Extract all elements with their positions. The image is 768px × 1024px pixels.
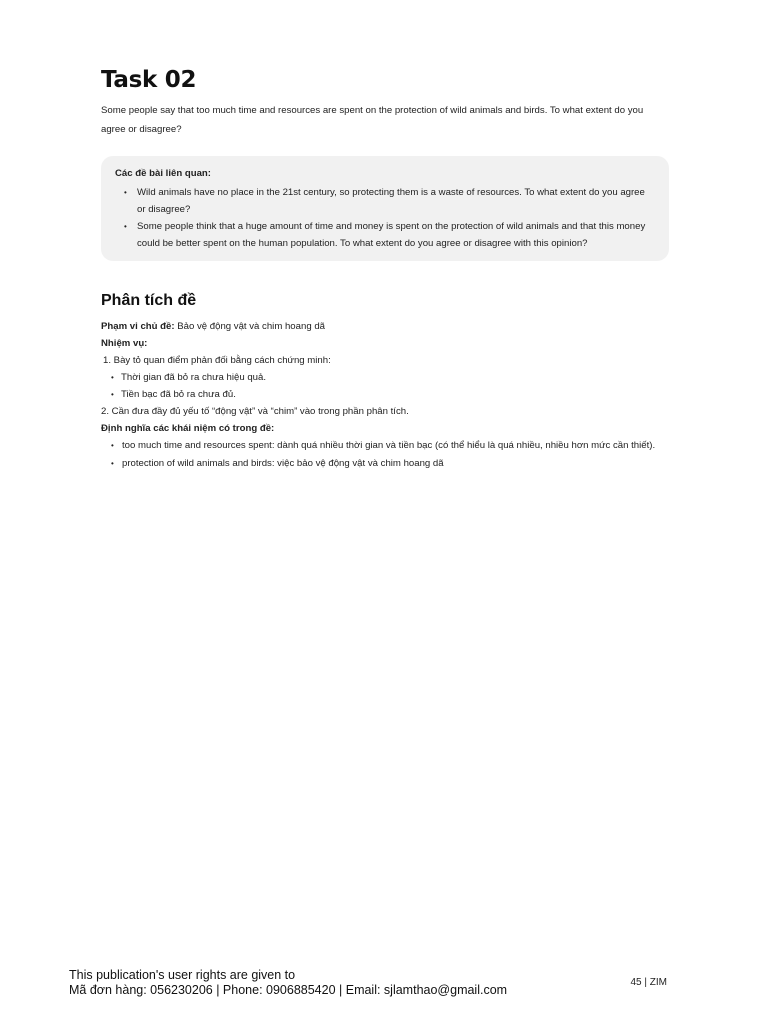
- task-step-1-bullet: • Thời gian đã bỏ ra chưa hiệu quả.: [101, 369, 669, 386]
- task-title: Task 02: [101, 67, 197, 93]
- related-topic-item: • Wild animals have no place in the 21st century, so protecting them is a waste of resources. To what extent do you agree or disagree?: [115, 184, 655, 218]
- related-topics-box: [101, 156, 669, 261]
- related-topics-list: [115, 184, 655, 252]
- task-step-1: 1. Bày tỏ quan điểm phản đối bằng cách chứng minh:: [103, 355, 331, 366]
- scope-value: Bảo vệ động vật và chim hoang dã: [177, 321, 325, 332]
- analysis-title: Phân tích đề: [101, 292, 197, 309]
- footer-order-line: Mã đơn hàng: 056230206 | Phone: 0906885420 | Email: sjlamthao@gmail.com: [69, 983, 508, 997]
- definition-item: • too much time and resources spent: dành quá nhiều thời gian và tiền bạc (có thể hiểu là quá nhiều, nhiều hơn mức cần thiết).: [101, 437, 669, 455]
- definitions-label: Định nghĩa các khái niệm có trong đề:: [101, 423, 275, 434]
- analysis-body: [101, 318, 669, 473]
- footer-rights: [69, 968, 507, 998]
- task-label: Nhiệm vụ:: [101, 338, 148, 349]
- footer-rights-line: This publication's user rights are given to: [69, 968, 296, 982]
- scope-label: Phạm vi chủ đề:: [101, 321, 175, 332]
- scope-line: [101, 318, 669, 335]
- task-step-2: 2. Cần đưa đầy đủ yếu tố “động vật” và “chim” vào trong phần phân tích.: [101, 406, 409, 417]
- page-number: 45 | ZIM: [630, 977, 667, 988]
- related-topics-title: Các đề bài liên quan:: [115, 168, 211, 179]
- page-content: [101, 64, 669, 473]
- task-prompt: Some people say that too much time and resources are spent on the protection of wild animals and birds. To what extent do you agree or disagree?: [101, 105, 644, 135]
- task-step-1-bullet: • Tiền bạc đã bỏ ra chưa đủ.: [101, 386, 669, 403]
- definitions-list: [101, 437, 669, 473]
- related-topic-item: • Some people think that a huge amount of time and money is spent on the protection of wild animals and that this money could be better spent on the human population. To what extent do you agree or disagree with this opinion?: [115, 218, 655, 252]
- definition-item: • protection of wild animals and birds: việc bảo vệ động vật và chim hoang dã: [101, 455, 669, 473]
